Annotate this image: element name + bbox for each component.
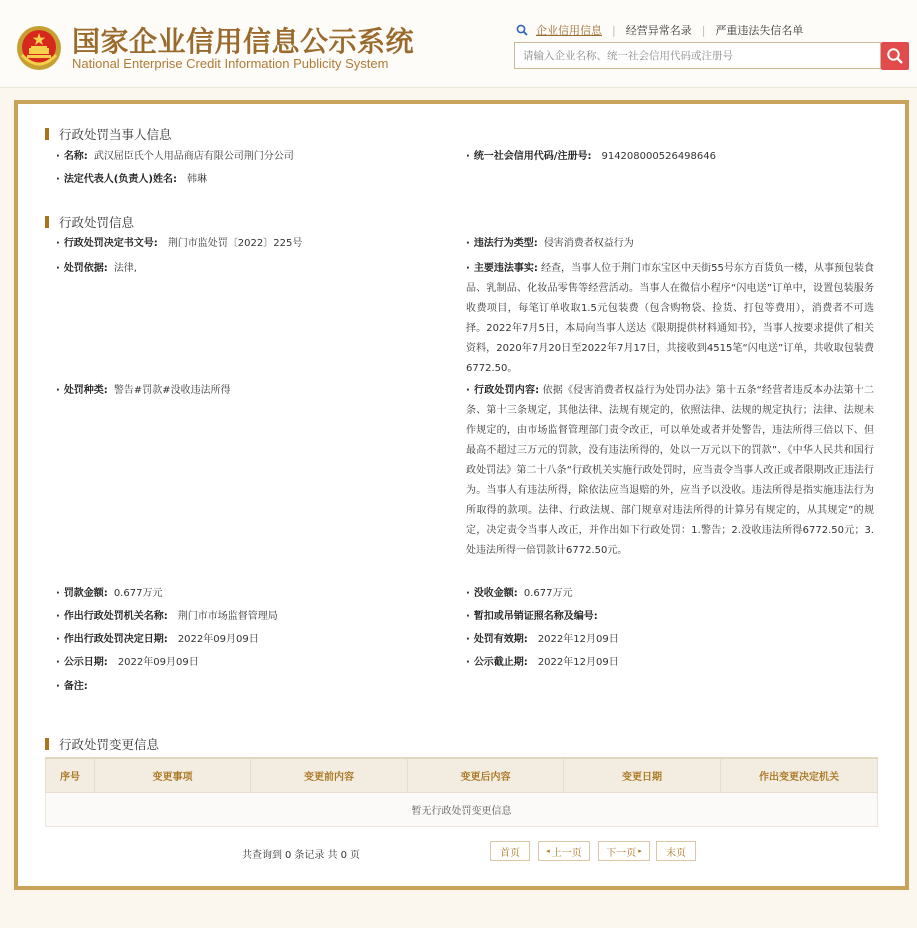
field-label: · 行政处罚决定书文号: <box>56 238 158 249</box>
pager-prev-label: 上一页 <box>551 847 582 859</box>
section-title-penalty <box>45 213 134 231</box>
field-value: 经查，当事人位于荆门市东宝区中天街55号东方百货负一楼，从事预包装食品、乳制品、化妆品零售等经营活动。当事人在微信小程序“闪电送”订单中，设置包装服务收费项目，每笔订单收取1.5元包装费（包含购物袋、捡货、打包等费用），消费者不可选择。2022年7月5日，本局向当事人送达《限期提供材料通知书》，当事人按要求提供了相关资料，2020年7月20日至2022年7月17日，共接收到4515笔“闪电送”订单，共收取包装费6772.50。 <box>466 263 874 374</box>
pager-first-label: 首页 <box>500 847 520 859</box>
link-separator: | <box>701 23 706 37</box>
field-label: · 公示截止期: <box>466 657 528 668</box>
field-label: · 统一社会信用代码/注册号: <box>466 151 591 162</box>
field-penalty-content <box>466 381 874 561</box>
field-authority <box>56 607 278 627</box>
section-marker <box>45 216 49 228</box>
field-label: · 没收金额: <box>466 588 518 599</box>
search-box <box>514 42 881 69</box>
column-header: 变更后内容 <box>408 758 564 792</box>
field-decision-date <box>56 630 259 650</box>
field-value: 2022年09月09日 <box>177 634 259 645</box>
field-label: · 处罚有效期: <box>466 634 528 645</box>
link-abnormal-list[interactable]: 经营异常名录 <box>625 24 692 37</box>
column-header: 序号 <box>46 758 95 792</box>
field-valid-period <box>466 630 619 650</box>
pager-first-button[interactable] <box>490 841 530 861</box>
field-value: 914208000526498646 <box>601 151 716 162</box>
field-label: · 作出行政处罚决定日期: <box>56 634 168 645</box>
search-input[interactable] <box>515 43 880 68</box>
empty-table-message: 暂无行政处罚变更信息 <box>46 792 878 826</box>
site-title-en: National Enterprise Credit Information Publicity System <box>72 56 389 71</box>
field-kind <box>56 381 231 401</box>
pager-next-label: 下一页 <box>606 847 637 859</box>
pager-info <box>242 846 360 861</box>
column-header: 变更前内容 <box>251 758 408 792</box>
pager-prev-button[interactable] <box>538 841 590 861</box>
field-value: 法律, <box>113 263 137 274</box>
site-title-cn: 国家企业信用信息公示系统 <box>72 25 415 58</box>
field-label: · 违法行为类型: <box>466 238 538 249</box>
field-main-facts <box>466 259 874 379</box>
field-label: · 行政处罚内容: <box>466 385 539 396</box>
section-title-changes <box>45 735 159 753</box>
pager-next-button[interactable] <box>598 841 650 861</box>
search-icon <box>886 47 904 65</box>
pager-last-button[interactable] <box>656 841 696 861</box>
field-name <box>56 147 294 167</box>
field-value: 武汉屈臣氏个人用品商店有限公司荆门分公司 <box>93 151 294 162</box>
field-label: · 主要违法事实: <box>466 263 538 274</box>
field-violation-type <box>466 234 634 254</box>
field-label: · 处罚种类: <box>56 385 108 396</box>
section-title-text: 行政处罚变更信息 <box>59 737 160 752</box>
search-button[interactable] <box>881 42 909 70</box>
field-legal-rep <box>56 170 207 190</box>
link-serious-violation-list[interactable]: 严重违法失信名单 <box>715 24 804 37</box>
pager-pages: 0 <box>340 850 347 861</box>
field-value: 荆门市监处罚〔2022〕225号 <box>167 238 303 249</box>
field-value: 依据《侵害消费者权益行为处罚办法》第十五条“经营者违反本办法第十二条、第十三条规定，其他法律、法规有规定的，依照法律、法规的规定执行；法律、法规未作规定的，由市场监督管理部门责令改正，可以单处或者并处警告，违法所得三倍以下、但最高不超过三万元的罚款，没有违法所得的，处以一万元以下的罚款”、《中华人民共和国行政处罚法》第二十八条“行政机关实施行政处罚时，应当责令当事人改正或者限期改正违法行为。当事人有违法所得，除依法应当退赔的外，应当予以没收。违法所得是指实施违法行为所取得的款项。法律、行政法规、部门规章对违法所得的计算另有规定的，从其规定”的规定，决定责令当事人改正，并作出如下行政处罚：1.警告；2.没收违法所得6772.50元；3.处违法所得一倍罚款计6772.50元。 <box>466 385 874 556</box>
field-label: · 作出行政处罚机关名称: <box>56 611 168 622</box>
chevron-left-icon: ◂ <box>546 847 550 855</box>
field-publish-end <box>466 653 619 673</box>
section-title-text: 行政处罚当事人信息 <box>59 127 172 142</box>
field-value: 0.677万元 <box>113 588 163 599</box>
field-confiscated <box>466 584 572 604</box>
field-label: · 公示日期: <box>56 657 108 668</box>
pager-suffix: 页 <box>349 850 360 861</box>
section-marker <box>45 128 49 140</box>
section-title-party <box>45 125 172 143</box>
field-label: · 法定代表人(负责人)姓名: <box>56 174 177 185</box>
pager-prefix: 共查询到 <box>242 850 282 861</box>
pager-mid: 条记录 共 <box>294 850 338 861</box>
column-header: 变更事项 <box>95 758 251 792</box>
field-label: · 名称: <box>56 151 88 162</box>
field-value: 0.677万元 <box>523 588 573 599</box>
table-header-row <box>46 758 878 792</box>
field-label: · 备注: <box>56 681 88 692</box>
pager-last-label: 末页 <box>666 847 686 859</box>
field-remark <box>56 677 94 697</box>
field-decision-no <box>56 234 302 254</box>
field-value: 2022年12月09日 <box>537 657 619 668</box>
field-value: 警告#罚款#没收违法所得 <box>113 385 231 396</box>
field-value: 侵害消费者权益行为 <box>543 238 634 249</box>
field-label: · 罚款金额: <box>56 588 108 599</box>
link-separator: | <box>612 23 616 37</box>
column-header: 变更日期 <box>564 758 721 792</box>
search-icon <box>516 24 528 36</box>
field-fine <box>56 584 162 604</box>
chevron-right-icon: ▸ <box>638 847 642 855</box>
site-header <box>0 0 917 88</box>
link-enterprise-credit[interactable]: 企业信用信息 <box>536 24 602 37</box>
field-value: 2022年12月09日 <box>537 634 619 645</box>
field-value: 韩琳 <box>186 174 207 185</box>
section-title-text: 行政处罚信息 <box>59 215 135 230</box>
field-label: · 处罚依据: <box>56 263 108 274</box>
field-publish-date <box>56 653 199 673</box>
section-marker <box>45 738 49 750</box>
field-basis <box>56 259 137 279</box>
field-credit-code <box>466 147 716 167</box>
field-revoke <box>466 607 604 627</box>
main-panel <box>14 100 909 890</box>
field-value: 2022年09月09日 <box>117 657 199 668</box>
pager-count: 0 <box>285 850 292 861</box>
table-row <box>46 792 878 826</box>
changes-table <box>45 757 878 827</box>
field-value: 荆门市市场监督管理局 <box>177 611 278 622</box>
column-header: 作出变更决定机关 <box>721 758 878 792</box>
top-links <box>516 23 803 37</box>
field-label: · 暂扣或吊销证照名称及编号: <box>466 611 598 622</box>
national-emblem-icon <box>16 25 62 71</box>
